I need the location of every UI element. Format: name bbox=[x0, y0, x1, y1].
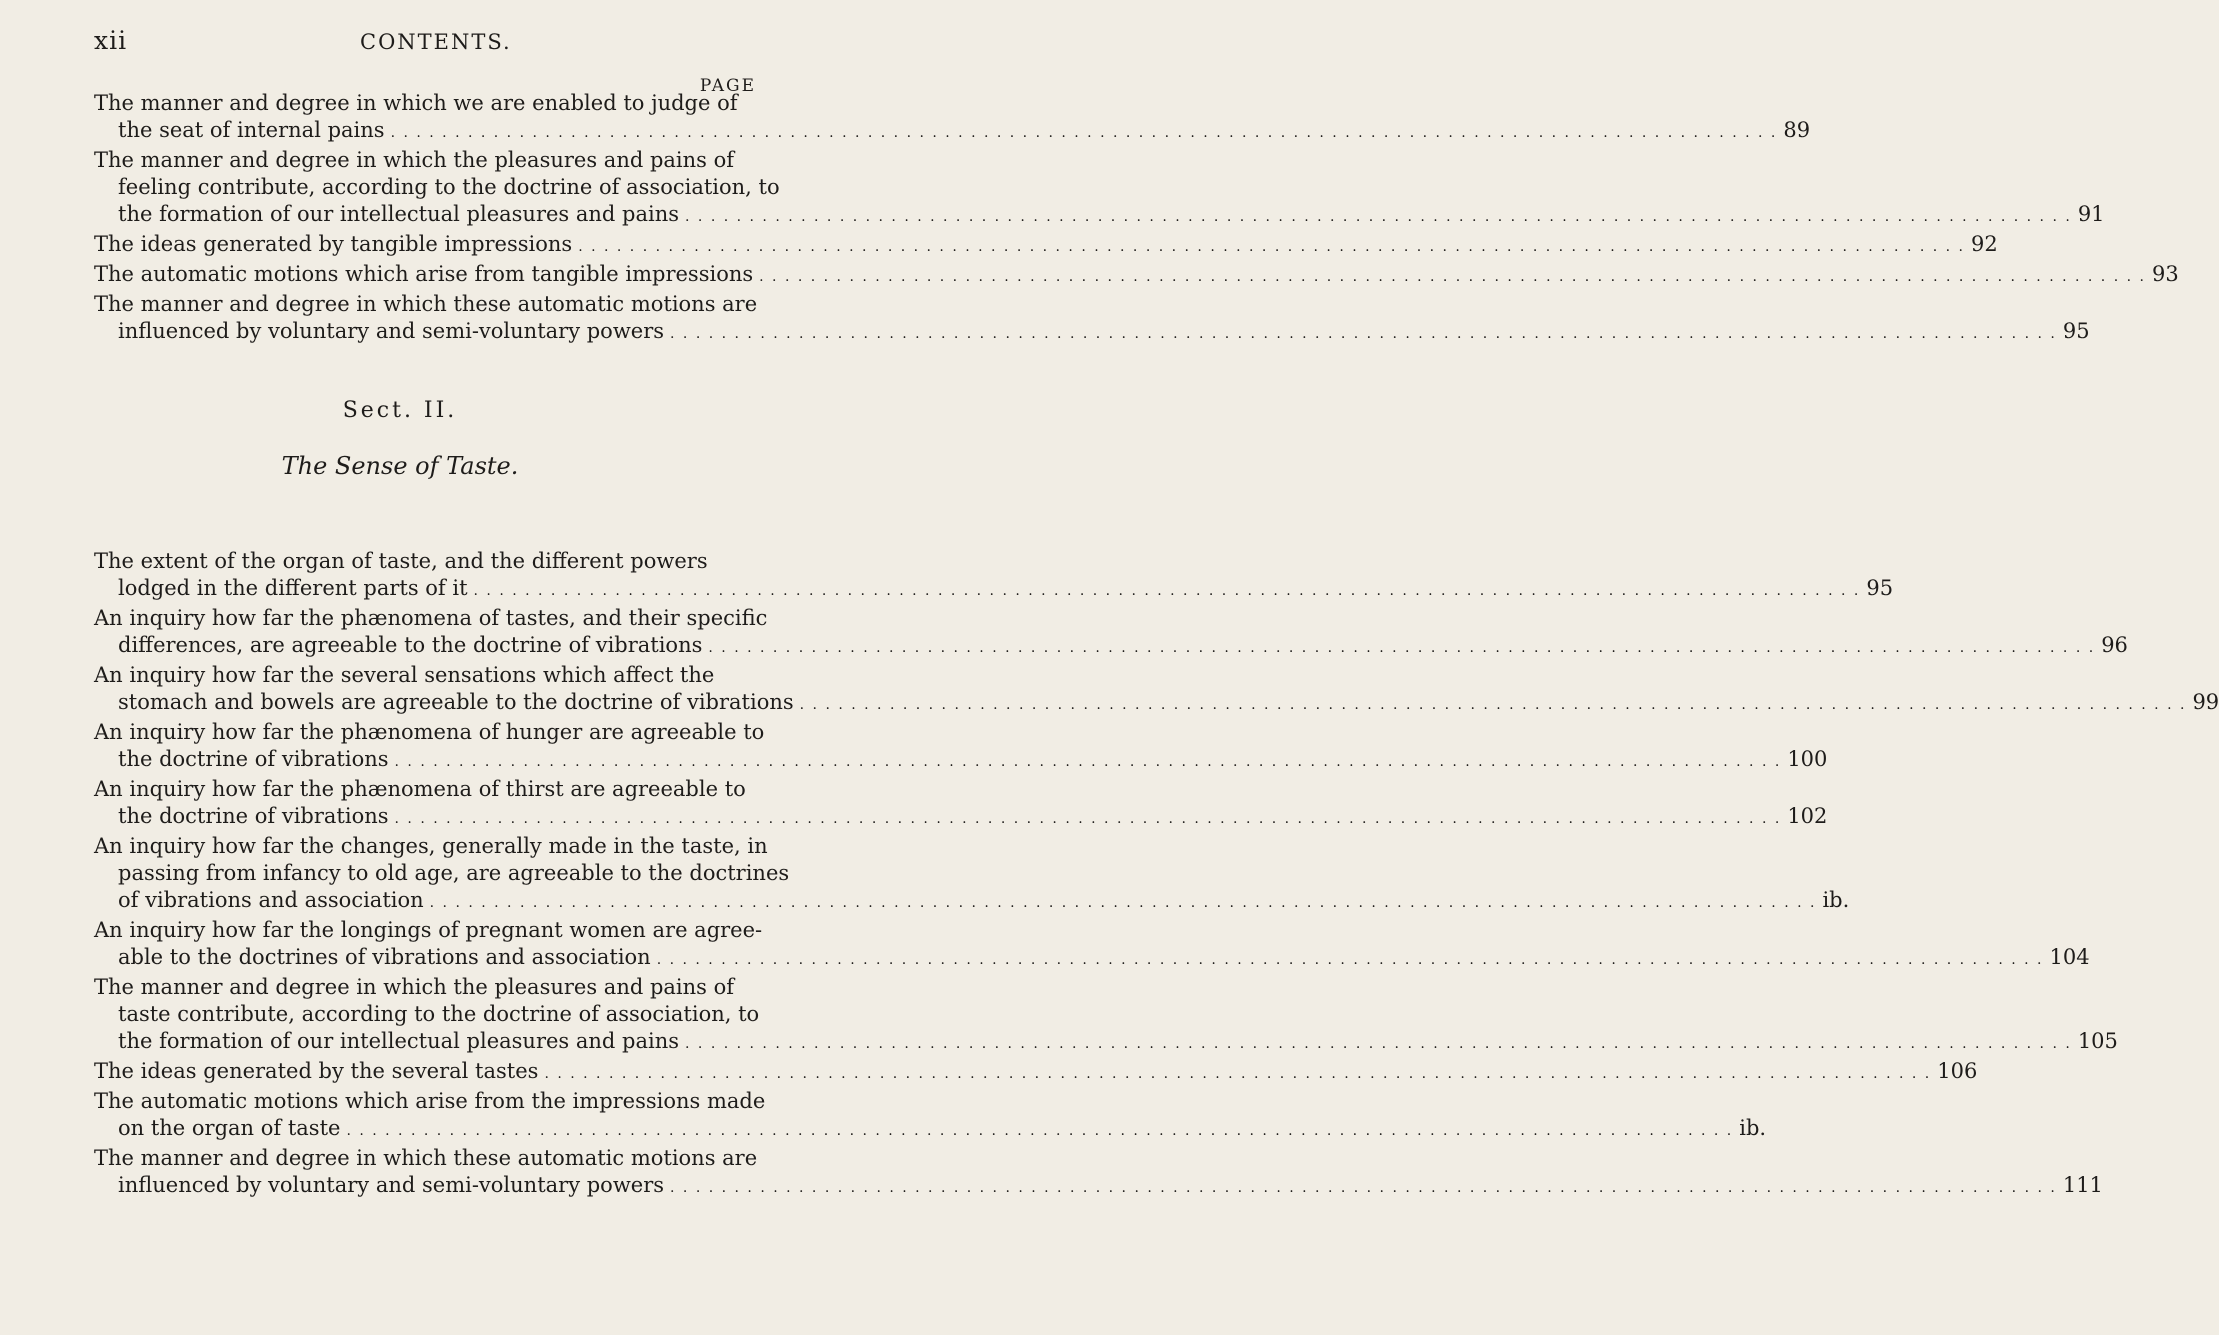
toc-entry bbox=[94, 974, 2118, 1058]
dot-leader bbox=[340, 1118, 1739, 1145]
toc-entry bbox=[94, 147, 2105, 231]
toc-page-number: 95 bbox=[1866, 576, 1894, 600]
toc-entry-last-line bbox=[94, 689, 2219, 719]
toc-page-number: 106 bbox=[1937, 1059, 1978, 1083]
toc-entry bbox=[94, 291, 2090, 348]
toc-entry-text: differences, are agreeable to the doctrine of vibrations bbox=[118, 633, 703, 657]
toc-entry-text: of vibrations and association bbox=[118, 888, 424, 912]
toc-entry-last-line bbox=[94, 201, 2105, 231]
toc-entry bbox=[94, 776, 1828, 833]
toc-entry bbox=[94, 719, 1828, 776]
page-number: xii bbox=[94, 26, 128, 55]
toc-page-number: 96 bbox=[2101, 633, 2128, 657]
toc-entry-line: An inquiry how far the several sensations which affect the bbox=[94, 663, 715, 687]
dot-leader bbox=[468, 578, 1867, 605]
toc-entry bbox=[94, 1145, 2103, 1202]
toc-entry-last-line bbox=[94, 117, 1811, 147]
toc-page-number: ib. bbox=[1739, 1116, 1767, 1140]
toc-page-number: 105 bbox=[2077, 1029, 2118, 1053]
toc-entries-taste bbox=[94, 548, 2219, 1202]
toc-entry-line: An inquiry how far the longings of pregnant women are agree- bbox=[94, 918, 763, 942]
toc-entry-line: passing from infancy to old age, are agreeable to the doctrines bbox=[118, 861, 790, 885]
toc-page-number: 111 bbox=[2062, 1173, 2103, 1197]
running-title: CONTENTS. bbox=[360, 30, 512, 54]
toc-entry-text: the doctrine of vibrations bbox=[118, 804, 389, 828]
dot-leader bbox=[651, 947, 2050, 974]
toc-entry-last-line bbox=[94, 261, 2179, 291]
dot-leader bbox=[702, 635, 2101, 662]
toc-entry-line: The automatic motions which arise from the impressions made bbox=[94, 1089, 766, 1113]
toc-entry bbox=[94, 90, 1811, 147]
toc-entry-text: influenced by voluntary and semi-voluntary powers bbox=[118, 1173, 665, 1197]
toc-page-number: 95 bbox=[2062, 319, 2090, 343]
toc-entry bbox=[94, 548, 1894, 605]
toc-entry-last-line bbox=[94, 575, 1894, 605]
dot-leader bbox=[679, 1031, 2078, 1058]
toc-entry bbox=[94, 662, 2219, 719]
toc-entry bbox=[94, 917, 2090, 974]
dot-leader bbox=[664, 321, 2063, 348]
toc-entry-line: The manner and degree in which the pleasures and pains of bbox=[94, 148, 735, 172]
toc-page-number: 104 bbox=[2049, 945, 2090, 969]
toc-entry-text: able to the doctrines of vibrations and association bbox=[118, 945, 651, 969]
toc-entry-line: An inquiry how far the phænomena of thirst are agreeable to bbox=[94, 777, 746, 801]
toc-entry-text: the formation of our intellectual pleasures and pains bbox=[118, 1029, 680, 1053]
toc-entry-text: the doctrine of vibrations bbox=[118, 747, 389, 771]
toc-entry bbox=[94, 605, 2128, 662]
toc-page-number: 100 bbox=[1787, 747, 1828, 771]
dot-leader bbox=[389, 749, 1788, 776]
toc-entry-text: The ideas generated by tangible impressions bbox=[94, 232, 573, 256]
toc-page-number: 93 bbox=[2151, 262, 2179, 286]
toc-entry-last-line bbox=[94, 1028, 2118, 1058]
toc-entry-line: taste contribute, according to the doctrine of association, to bbox=[118, 1002, 760, 1026]
toc-entry-last-line bbox=[94, 1172, 2103, 1202]
toc-entry-line: The manner and degree in which the pleasures and pains of bbox=[94, 975, 735, 999]
toc-entry-text: on the organ of taste bbox=[118, 1116, 341, 1140]
toc-entry bbox=[94, 231, 1998, 261]
toc-entry bbox=[94, 261, 2179, 291]
toc-entry-line: The manner and degree in which we are enabled to judge of bbox=[94, 91, 738, 115]
toc-entry-last-line bbox=[94, 746, 1828, 776]
toc-entry-line: An inquiry how far the phænomena of hunger are agreeable to bbox=[94, 720, 765, 744]
section-subtitle: The Sense of Taste. bbox=[281, 452, 519, 480]
toc-entry-text: stomach and bowels are agreeable to the doctrine of vibrations bbox=[118, 690, 794, 714]
toc-entry-text: influenced by voluntary and semi-voluntary powers bbox=[118, 319, 665, 343]
toc-entry-text: The ideas generated by the several tastes bbox=[94, 1059, 539, 1083]
toc-entry-line: The extent of the organ of taste, and the different powers bbox=[94, 549, 708, 573]
toc-entry-last-line bbox=[94, 231, 1998, 261]
toc-entry-line: The manner and degree in which these automatic motions are bbox=[94, 292, 758, 316]
dot-leader bbox=[572, 234, 1971, 261]
toc-entry-last-line bbox=[94, 632, 2128, 662]
toc-entry-text: lodged in the different parts of it bbox=[118, 576, 468, 600]
toc-page-number: 91 bbox=[2077, 202, 2105, 226]
dot-leader bbox=[538, 1061, 1937, 1088]
toc-page-number: 102 bbox=[1787, 804, 1828, 828]
toc-entries-previous-section bbox=[94, 90, 2179, 348]
toc-entry-last-line bbox=[94, 944, 2090, 974]
toc-entry bbox=[94, 833, 1850, 917]
toc-entry-last-line bbox=[94, 1058, 1978, 1088]
dot-leader bbox=[679, 204, 2078, 231]
toc-entry-last-line bbox=[94, 887, 1850, 917]
toc-page-number: 89 bbox=[1783, 118, 1811, 142]
dot-leader bbox=[753, 264, 2152, 291]
toc-entry-text: the seat of internal pains bbox=[118, 118, 385, 142]
toc-entry bbox=[94, 1088, 1767, 1145]
toc-entry-text: The automatic motions which arise from tangible impressions bbox=[94, 262, 754, 286]
dot-leader bbox=[794, 692, 2193, 719]
dot-leader bbox=[389, 806, 1788, 833]
toc-entry-line: The manner and degree in which these automatic motions are bbox=[94, 1146, 758, 1170]
toc-entry-text: the formation of our intellectual pleasures and pains bbox=[118, 202, 680, 226]
section-title: Sect. II. bbox=[342, 398, 458, 423]
dot-leader bbox=[385, 120, 1784, 147]
toc-entry-last-line bbox=[94, 318, 2090, 348]
page-column-label: PAGE bbox=[699, 76, 756, 96]
toc-entry-line: feeling contribute, according to the doctrine of association, to bbox=[118, 175, 780, 199]
toc-entry bbox=[94, 1058, 1978, 1088]
toc-page-number: 92 bbox=[1971, 232, 1998, 256]
toc-entry-last-line bbox=[94, 803, 1828, 833]
toc-page-number: ib. bbox=[1822, 888, 1850, 912]
toc-entry-line: An inquiry how far the phænomena of tastes, and their specific bbox=[94, 606, 768, 630]
dot-leader bbox=[664, 1175, 2063, 1202]
toc-page-number: 99 bbox=[2192, 690, 2219, 714]
page-header bbox=[94, 26, 774, 96]
dot-leader bbox=[424, 890, 1823, 917]
toc-entry-line: An inquiry how far the changes, generally made in the taste, in bbox=[94, 834, 768, 858]
toc-entry-last-line bbox=[94, 1115, 1767, 1145]
